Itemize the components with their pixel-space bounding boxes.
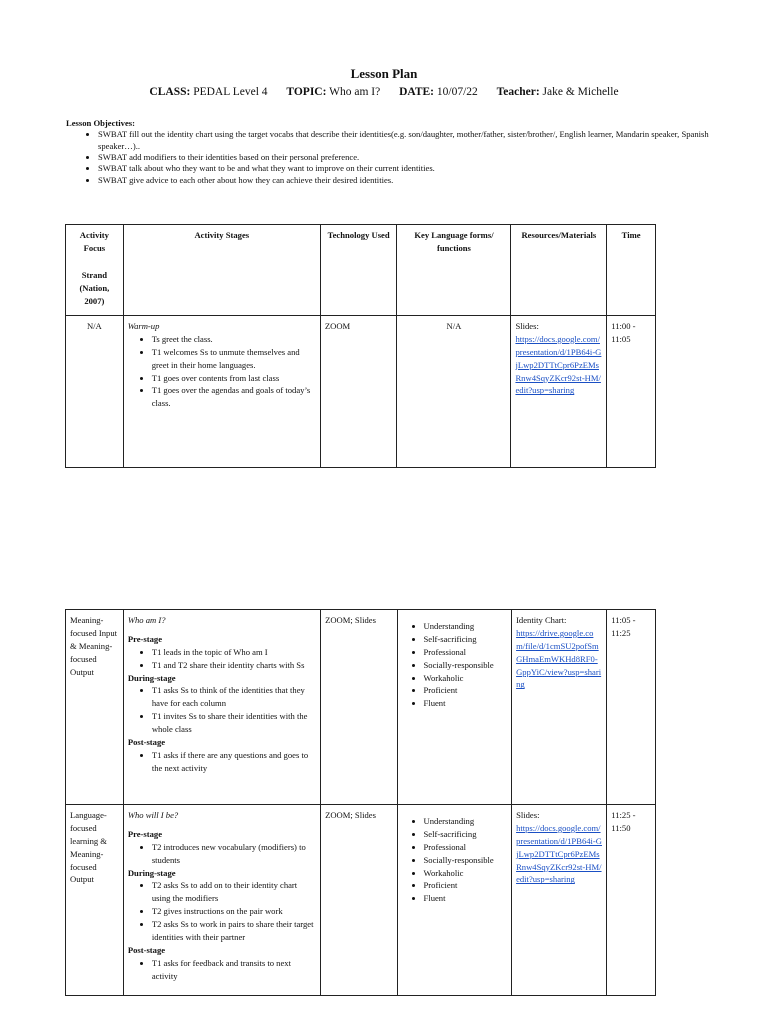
table-row bbox=[66, 316, 656, 468]
lesson-table-page2 bbox=[65, 609, 656, 996]
header-resources: Resources/Materials bbox=[511, 225, 607, 316]
row1-focus: N/A bbox=[66, 316, 124, 468]
row2-post-label: Post-stage bbox=[127, 737, 166, 748]
row2-title: Who am I? bbox=[127, 615, 166, 625]
row3-during-list bbox=[128, 879, 316, 943]
row2-time: 11:05 - 11:25 bbox=[607, 610, 656, 805]
topic-value: Who am I? bbox=[329, 86, 381, 98]
list-item: • Professional bbox=[424, 841, 508, 854]
header-activity-focus: Activity Focus Strand (Nation, 2007) bbox=[66, 225, 124, 316]
row2-resources bbox=[512, 610, 607, 805]
list-item: • T2 introduces new vocabulary (modifiers) to students bbox=[152, 841, 316, 867]
list-item: • T1 leads in the topic of Who am I bbox=[152, 646, 316, 659]
row1-key-language: N/A bbox=[397, 316, 511, 468]
list-item: • Socially-responsible bbox=[424, 854, 508, 867]
row2-during-label: During-stage bbox=[127, 672, 176, 683]
list-item: • Fluent bbox=[424, 892, 508, 905]
list-item: • Ts greet the class. bbox=[152, 333, 316, 346]
header-key-language: Key Language forms/ functions bbox=[397, 225, 511, 316]
class-label: CLASS: bbox=[149, 86, 191, 98]
list-item: • Fluent bbox=[424, 697, 508, 710]
list-item: • T2 asks Ss to work in pairs to share their target identities with their partner bbox=[152, 918, 316, 944]
row3-pre-list bbox=[128, 841, 316, 867]
row1-stages bbox=[123, 316, 320, 468]
table-row bbox=[66, 610, 656, 805]
row1-resource-label: Slides: bbox=[515, 321, 539, 331]
row1-title: Warm-up bbox=[127, 321, 160, 331]
row2-during-list bbox=[128, 684, 316, 736]
list-item: • Workaholic bbox=[424, 672, 508, 685]
list-item: • Proficient bbox=[424, 879, 508, 892]
list-item: • T1 and T2 share their identity charts with Ss bbox=[152, 659, 316, 672]
row3-time: 11:25 - 11:50 bbox=[607, 805, 656, 996]
list-item: • Understanding bbox=[424, 815, 508, 828]
row3-resource-label: Slides: bbox=[516, 810, 540, 820]
row1-technology: ZOOM bbox=[320, 316, 397, 468]
objectives-heading: Lesson Objectives: bbox=[66, 118, 135, 128]
row3-post-list bbox=[128, 957, 316, 983]
list-item: • T1 asks for feedback and transits to next activity bbox=[152, 957, 316, 983]
date-value: 10/07/22 bbox=[436, 86, 478, 98]
row3-key-list bbox=[402, 815, 508, 905]
row2-technology: ZOOM; Slides bbox=[321, 610, 397, 805]
table-row bbox=[66, 805, 656, 996]
objective-item: • SWBAT fill out the identity chart using the target vocabs that describe their identities(e.g. son/daughter, mother/father, sister/brother/, English learner, Mandarin speaker, Spanish speaker…).. bbox=[98, 129, 716, 152]
list-item: • T1 asks Ss to think of the identities that they have for each column bbox=[152, 684, 316, 710]
header-technology: Technology Used bbox=[320, 225, 397, 316]
row3-resources bbox=[512, 805, 607, 996]
table-header-row bbox=[66, 225, 656, 316]
row2-pre-label: Pre-stage bbox=[127, 633, 163, 644]
row2-stages bbox=[123, 610, 320, 805]
header-time: Time bbox=[607, 225, 656, 316]
lesson-table-page1 bbox=[65, 224, 656, 468]
row2-pre-list bbox=[128, 646, 316, 672]
row3-slides-link[interactable]: https://docs.google.com/presentation/d/1PB64i-GjLwp2DTTtCpr6PzEMsRnw4SqyZKcr92st-HM/edit?usp=sharing bbox=[516, 822, 602, 885]
class-value: PEDAL Level 4 bbox=[193, 86, 268, 98]
row1-time: 11:00 - 11:05 bbox=[607, 316, 656, 468]
header-activity-stages: Activity Stages bbox=[123, 225, 320, 316]
list-item: • T1 goes over the agendas and goals of today’s class. bbox=[152, 384, 316, 410]
list-item: • Proficient bbox=[424, 684, 508, 697]
row2-key-list bbox=[402, 620, 508, 710]
lesson-info-line bbox=[0, 86, 768, 98]
objectives-list bbox=[66, 129, 716, 186]
objective-item: • SWBAT give advice to each other about how they can achieve their desired identities. bbox=[98, 175, 716, 186]
row1-resources bbox=[511, 316, 607, 468]
document-title: Lesson Plan bbox=[350, 66, 418, 81]
list-item: • T1 asks if there are any questions and goes to the next activity bbox=[152, 749, 316, 775]
row3-during-label: During-stage bbox=[127, 867, 176, 878]
list-item: • T1 welcomes Ss to unmute themselves and greet in their home languages. bbox=[152, 346, 316, 372]
list-item: • T2 gives instructions on the pair work bbox=[152, 905, 316, 918]
lesson-objectives bbox=[66, 118, 716, 186]
list-item: • Professional bbox=[424, 646, 508, 659]
list-item: • T2 asks Ss to add on to their identity chart using the modifiers bbox=[152, 879, 316, 905]
topic-label: TOPIC: bbox=[286, 86, 327, 98]
row3-post-label: Post-stage bbox=[127, 944, 166, 955]
row3-key-language bbox=[397, 805, 512, 996]
objective-item: • SWBAT talk about who they want to be and what they want to improve on their current identities. bbox=[98, 163, 716, 174]
row3-stages bbox=[123, 805, 320, 996]
list-item: • Socially-responsible bbox=[424, 659, 508, 672]
row3-pre-label: Pre-stage bbox=[127, 828, 163, 839]
row2-resource-label: Identity Chart: bbox=[516, 615, 567, 625]
row2-post-list bbox=[128, 749, 316, 775]
row2-identity-chart-link[interactable]: https://drive.google.com/file/d/1cmSU2pofSmGHmaEmWKHd8RF0-GppYiC/view?usp=sharing bbox=[516, 627, 602, 690]
row3-technology: ZOOM; Slides bbox=[321, 805, 397, 996]
list-item: • Self-sacrificing bbox=[424, 828, 508, 841]
objective-item: • SWBAT add modifiers to their identities based on their personal preference. bbox=[98, 152, 716, 163]
list-item: • T1 goes over contents from last class bbox=[152, 372, 316, 385]
list-item: • Self-sacrificing bbox=[424, 633, 508, 646]
list-item: • Understanding bbox=[424, 620, 508, 633]
row2-key-language bbox=[397, 610, 512, 805]
row3-focus: Language-focused learning & Meaning-focused Output bbox=[66, 805, 124, 996]
list-item: • T1 invites Ss to share their identities with the whole class bbox=[152, 710, 316, 736]
list-item: • Workaholic bbox=[424, 867, 508, 880]
row3-title: Who will I be? bbox=[127, 810, 179, 820]
row1-slides-link[interactable]: https://docs.google.com/presentation/d/1PB64i-GjLwp2DTTtCpr6PzEMsRnw4SqyZKcr92st-HM/edit?usp=sharing bbox=[515, 333, 602, 396]
date-label: DATE: bbox=[399, 86, 435, 98]
teacher-label: Teacher: bbox=[496, 86, 540, 98]
teacher-value: Jake & Michelle bbox=[542, 86, 619, 98]
row1-bullets bbox=[128, 333, 316, 410]
row2-focus: Meaning-focused Input & Meaning-focused Output bbox=[66, 610, 124, 805]
